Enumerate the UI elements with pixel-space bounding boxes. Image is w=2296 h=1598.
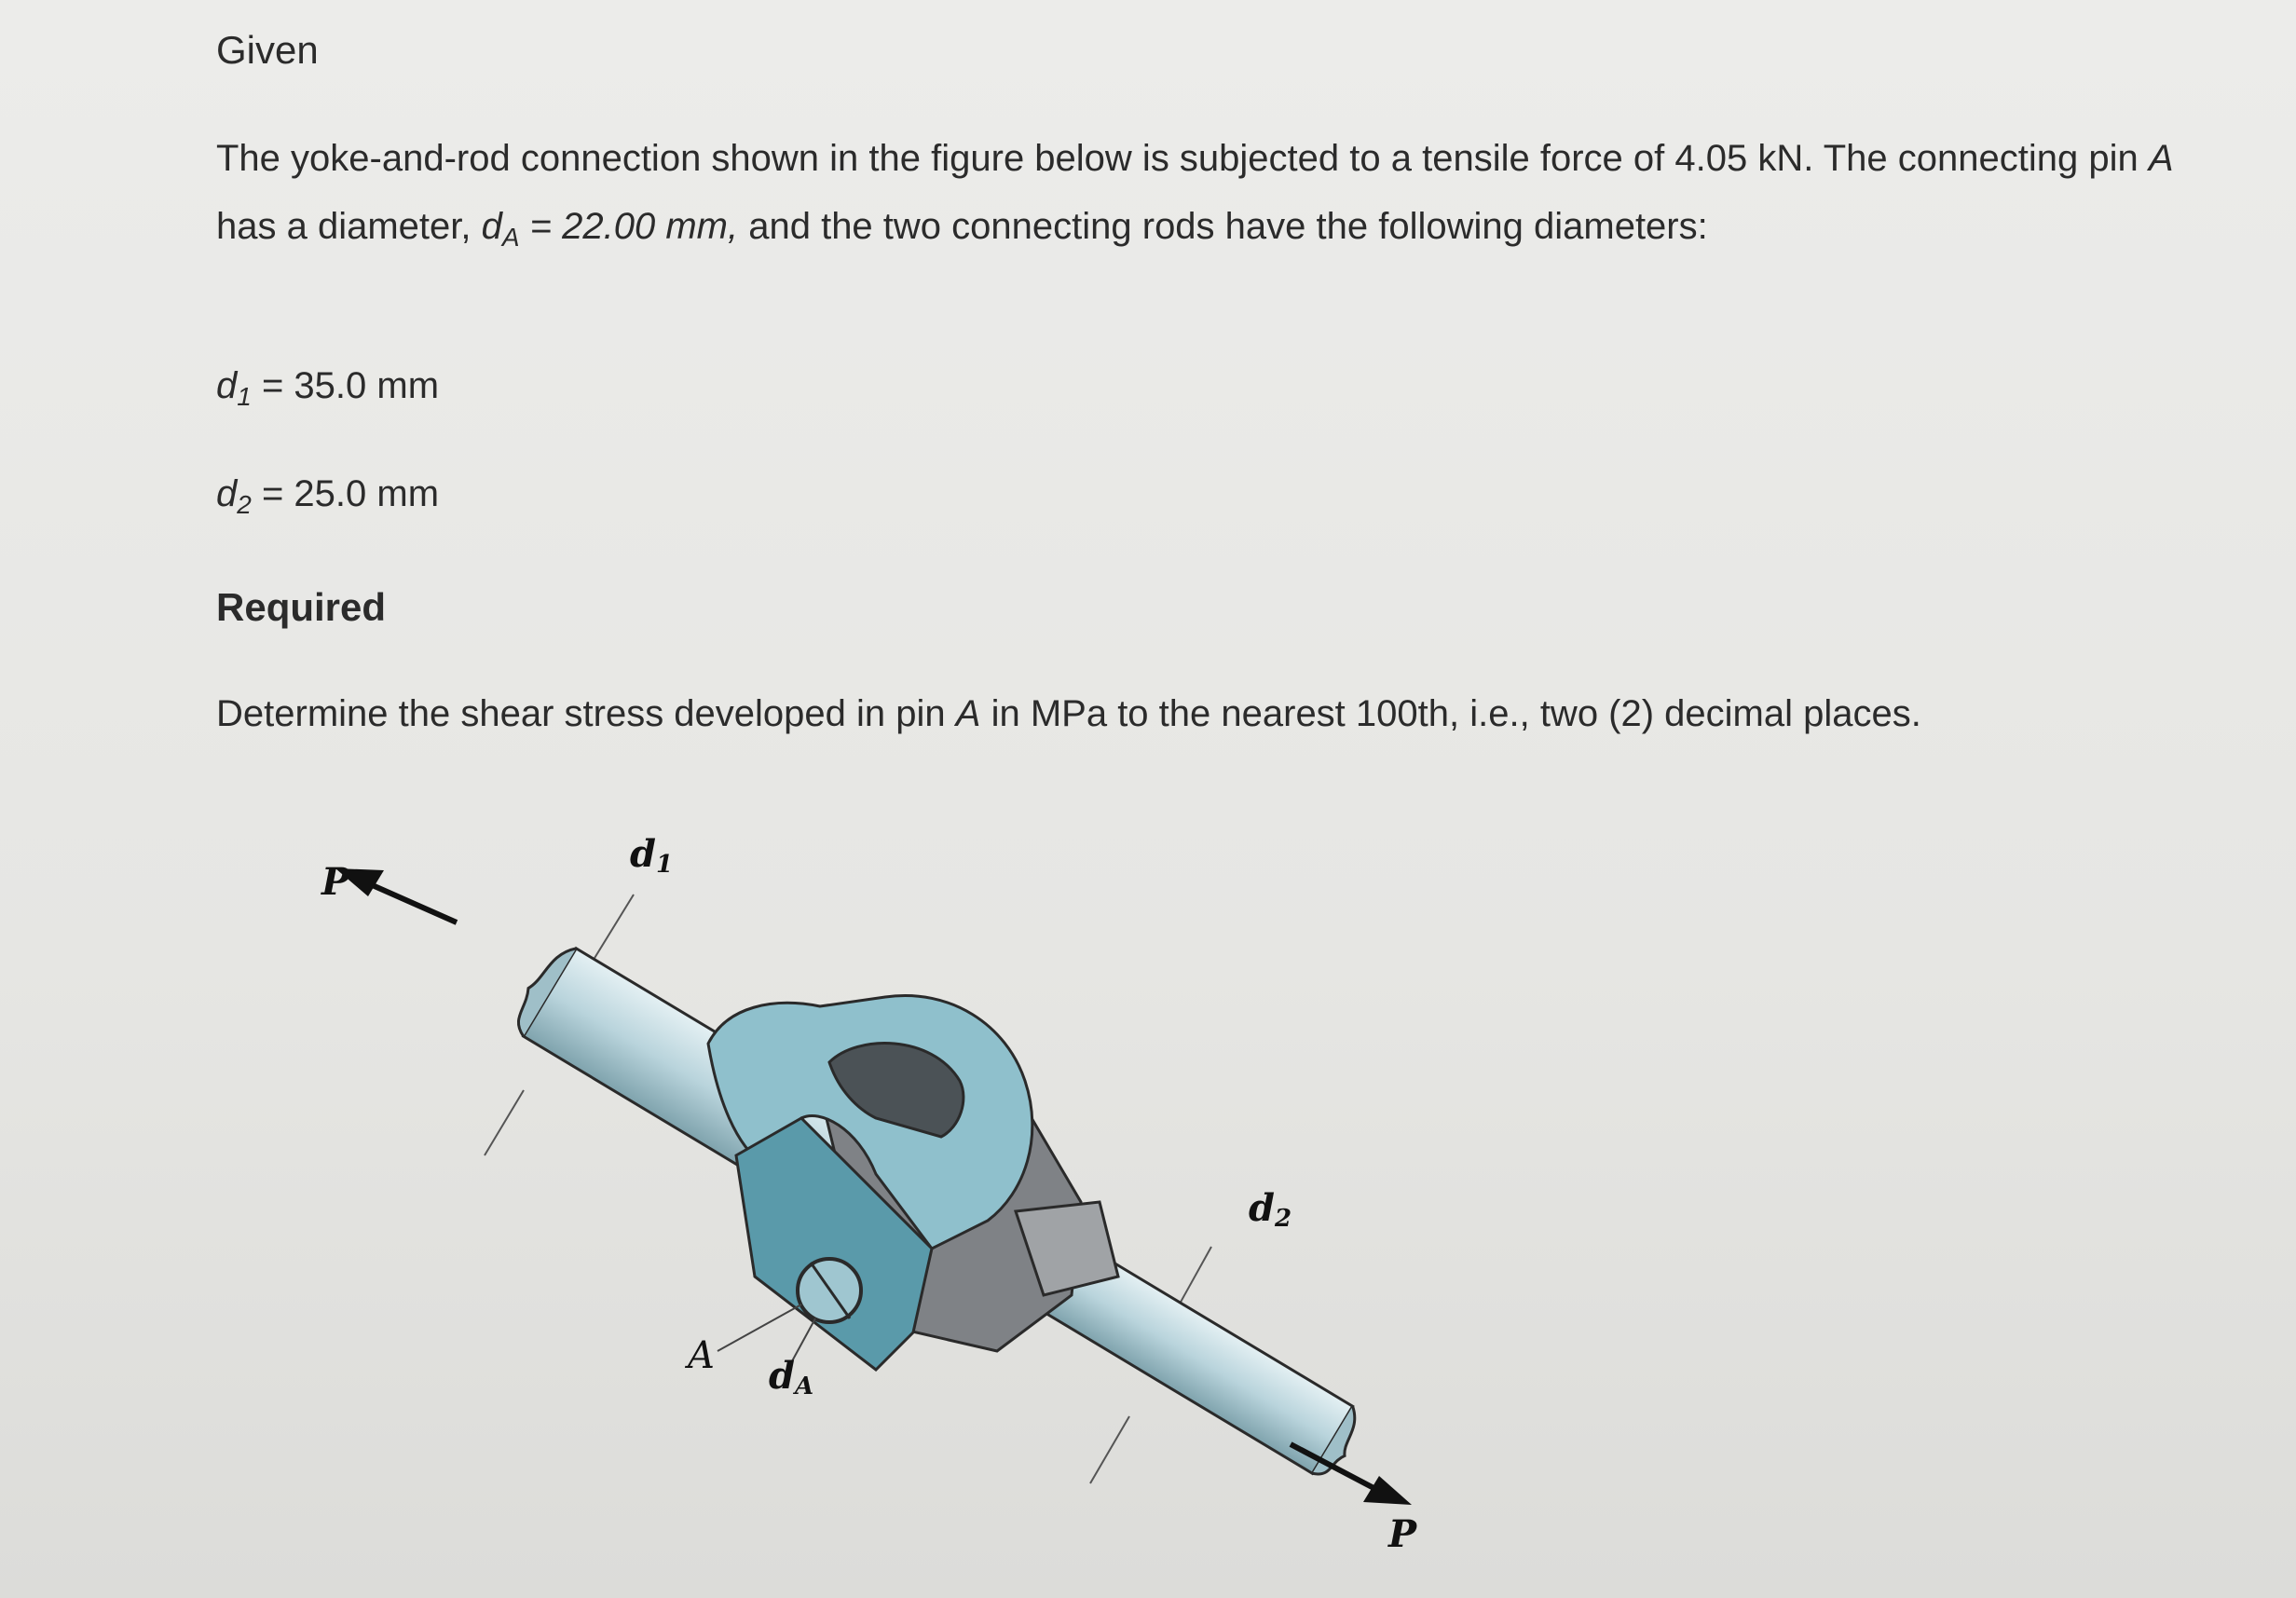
d1-subscript: 1 <box>237 382 252 411</box>
d1-dim-line-bottom <box>485 1090 524 1155</box>
d2-equation <box>216 473 439 520</box>
dA-subscript: A <box>501 223 520 252</box>
pin-a-leader <box>718 1304 801 1351</box>
required-pin-name: A <box>955 693 981 734</box>
label-a: A <box>688 1334 715 1377</box>
label-d1: d1 <box>630 832 674 879</box>
pin-name: A <box>2148 138 2174 179</box>
d1-value: = 35.0 mm <box>251 365 440 406</box>
required-text-2: in MPa to the nearest 100th, i.e., two (2) decimal places. <box>980 693 1921 734</box>
d2-value: = 25.0 mm <box>251 473 440 514</box>
d1-dim-line-top <box>589 895 634 967</box>
given-text-1: The yoke-and-rod connection shown in the figure below is subjected to a tensile force of 4.05 kN. The connecting pin <box>216 138 2149 179</box>
label-da: dA <box>769 1354 814 1400</box>
d2-subscript: 2 <box>237 490 252 519</box>
required-text-1: Determine the shear stress developed in pin <box>216 693 956 734</box>
dA-value: = 22.00 mm, <box>519 206 739 247</box>
force-arrow-right-head <box>1363 1476 1412 1505</box>
d2-dim-line-bottom <box>1090 1416 1129 1483</box>
given-text-3: and the two connecting rods have the following diameters: <box>738 206 1708 247</box>
label-d2: d2 <box>1249 1186 1292 1233</box>
d1-equation <box>216 365 439 412</box>
required-heading: Required <box>216 585 387 629</box>
given-text-2: has a diameter, <box>216 206 482 247</box>
dA-symbol: d <box>481 206 502 247</box>
label-p-right: P <box>1388 1512 1417 1556</box>
required-paragraph <box>216 680 2210 748</box>
d2-symbol: d <box>216 473 238 514</box>
given-heading: Given <box>216 28 319 72</box>
yoke-rod-figure <box>280 811 1491 1593</box>
given-paragraph <box>216 125 2210 271</box>
label-p-left: P <box>321 860 350 904</box>
d1-symbol: d <box>216 365 238 406</box>
force-arrow-left-shaft <box>368 883 457 922</box>
